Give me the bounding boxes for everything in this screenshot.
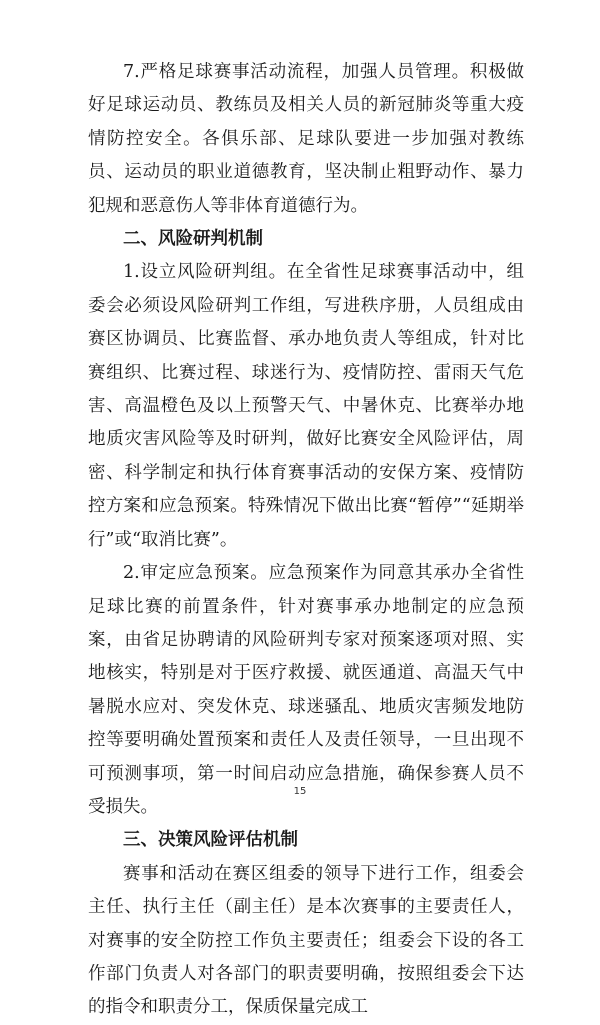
- paragraph-emergency-plan: 2.审定应急预案。应急预案作为同意其承办全省性足球比赛的前置条件，针对赛事承办地制定的应急预案，由省足协聘请的风险研判专家对预案逐项对照、实地核实，特别是对于医疗救援、就医通道、高温天气中暑脱水应对、突发休克、球迷骚乱、地质灾害频发地防控等要明确处置预案和责任人及责任领导，一旦出现不可预测事项，第一时间启动应急措施，确保参赛人员不受损失。: [88, 563, 524, 817]
- section-heading-decision-risk: 三、决策风险评估机制: [123, 830, 298, 851]
- section-heading-risk-assessment: 二、风险研判机制: [123, 229, 263, 250]
- paragraph-item-7: 7.严格足球赛事活动流程，加强人员管理。积极做好足球运动员、教练员及相关人员的新冠肺炎等重大疫情防控安全。各俱乐部、足球队要进一步加强对教练员、运动员的职业道德教育，坚决制止粗野动作、暴力犯规和恶意伤人等非体育道德行为。: [88, 62, 524, 216]
- paragraph-risk-group: 1.设立风险研判组。在全省性足球赛事活动中，组委会必须设风险研判工作组，写进秩序册，人员组成由赛区协调员、比赛监督、承办地负责人等组成，针对比赛组织、比赛过程、球迷行为、疫情防控、雷雨天气危害、高温橙色及以上预警天气、中暑休克、比赛举办地地质灾害风险等及时研判，做好比赛安全风险评估，周密、科学制定和执行体育赛事活动的安保方案、疫情防控方案和应急预案。特殊情况下做出比赛“暂停”“延期举行”或“取消比赛”。: [88, 262, 524, 550]
- paragraph-decision-risk: 赛事和活动在赛区组委的领导下进行工作，组委会主任、执行主任（副主任）是本次赛事的主要责任人，对赛事的安全防控工作负主要责任；组委会下设的各工作部门负责人对各部门的职责要明确，按照组委会下达的指令和职责分工，保质保量完成工: [88, 863, 524, 1018]
- page-number: 15: [293, 786, 307, 797]
- document-body: [88, 56, 524, 1025]
